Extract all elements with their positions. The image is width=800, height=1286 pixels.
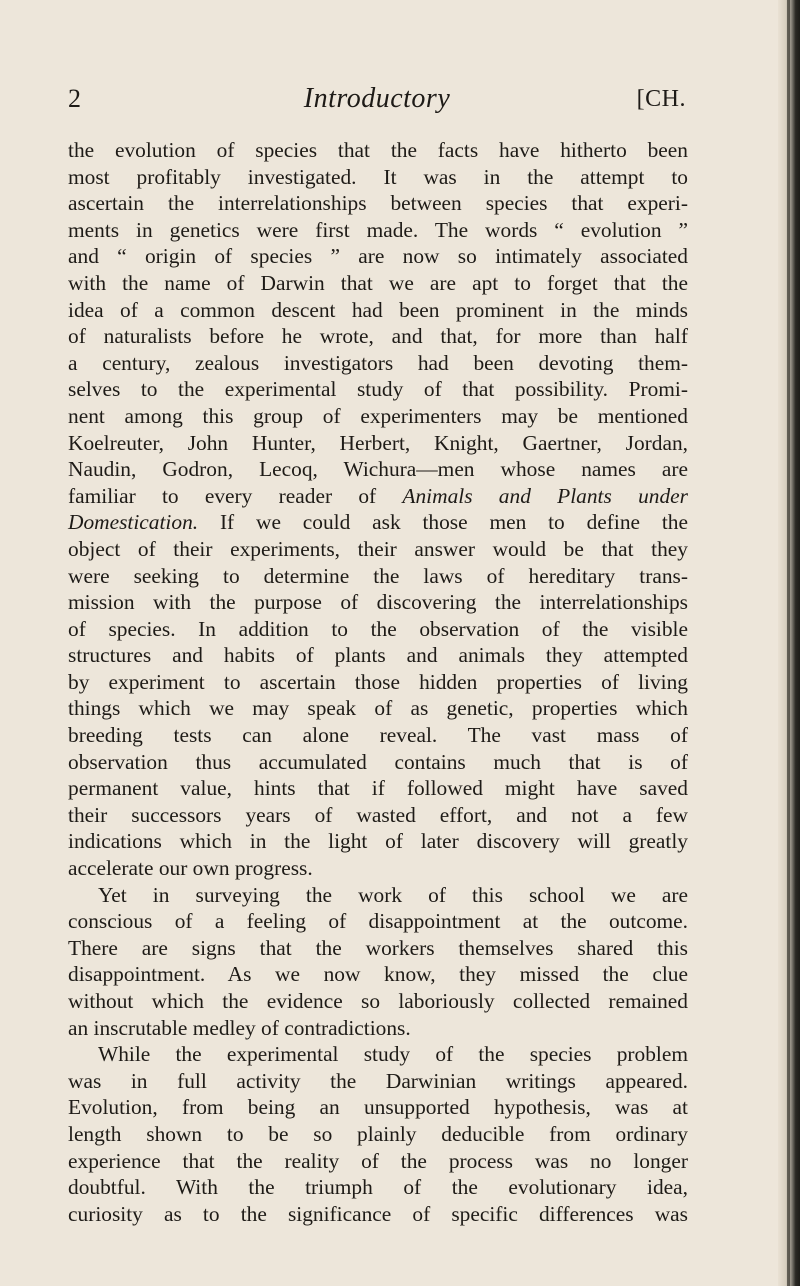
line-segment: Naudin, Godron, Lecoq, Wichura—men whose names are: [68, 457, 688, 482]
text-line: [68, 483, 688, 510]
book-title-italic: Animals and Plants under: [402, 483, 688, 508]
text-line: permanent value, hints that if followed might have saved: [68, 776, 688, 801]
text-line: [68, 509, 688, 536]
text-line: Koelreuter, John Hunter, Herbert, Knight, Gaertner, Jordan,: [68, 430, 688, 455]
text-line: experience that the reality of the process was no longer: [68, 1148, 688, 1173]
text-line: was in full activity the Darwinian writings appeared.: [68, 1068, 688, 1093]
text-line: structures and habits of plants and animals they attempted: [68, 643, 688, 668]
book-title-italic: Domestication.: [68, 510, 199, 535]
line-segment: If we could ask those men to define the: [198, 510, 688, 535]
text-line: without which the evidence so laboriously collected remained: [68, 989, 688, 1013]
text-line: an inscrutable medley of contradictions.: [68, 1015, 411, 1040]
text-line: doubtful. With the triumph of the evolutionary idea,: [68, 1175, 688, 1200]
text-line: mission with the purpose of discovering the interrelationships: [68, 590, 688, 615]
text-line: most profitably investigated. It was in the attempt to: [68, 164, 688, 189]
text-line: [68, 456, 688, 483]
text-line: Evolution, from being an unsupported hypothesis, was at: [68, 1095, 688, 1120]
text-line: the evolution of species that the facts have hitherto been: [68, 138, 688, 162]
text-line: disappointment. As we now know, they missed the clue: [68, 962, 688, 987]
text-line: a century, zealous investigators had been devoting them-: [68, 350, 688, 375]
body-text: [68, 137, 688, 1227]
text-line: nent among this group of experimenters may be mentioned: [68, 403, 688, 428]
running-title: Introductory: [303, 83, 451, 114]
chapter-mark: [CH.: [636, 86, 686, 112]
text-line: Yet in surveying the work of this school we are: [98, 882, 688, 907]
text-line: idea of a common descent had been prominent in the minds: [68, 297, 688, 322]
text-line: indications which in the light of later discovery will greatly: [68, 829, 688, 854]
line-segment: familiar to every reader of: [68, 483, 403, 508]
page-header: [68, 84, 686, 124]
text-line: object of their experiments, their answer would be that they: [68, 536, 688, 561]
text-line: of naturalists before he wrote, and that, for more than half: [68, 324, 688, 349]
text-line: There are signs that the workers themselves shared this: [68, 935, 688, 960]
text-line: were seeking to determine the laws of hereditary trans-: [68, 563, 688, 588]
text-line: While the experimental study of the species problem: [98, 1042, 688, 1067]
text-line: with the name of Darwin that we are apt to forget that the: [68, 270, 688, 295]
text-line: things which we may speak of as genetic, properties which: [68, 696, 688, 721]
text-line: ments in genetics were first made. The words “ evolution ”: [68, 217, 688, 242]
page-number: 2: [68, 84, 81, 113]
text-line: breeding tests can alone reveal. The vast mass of: [68, 723, 688, 748]
text-line: and “ origin of species ” are now so intimately associated: [68, 244, 688, 269]
text-line: length shown to be so plainly deducible from ordinary: [68, 1121, 688, 1146]
text-line: their successors years of wasted effort, and not a few: [68, 802, 688, 827]
text-line: of species. In addition to the observation of the visible: [68, 616, 688, 641]
text-line: ascertain the interrelationships between species that experi-: [68, 191, 688, 216]
text-line: curiosity as to the significance of specific differences was: [68, 1201, 688, 1226]
text-line: conscious of a feeling of disappointment at the outcome.: [68, 909, 688, 934]
text-line: observation thus accumulated contains much that is of: [68, 749, 688, 774]
text-line: by experiment to ascertain those hidden properties of living: [68, 669, 688, 694]
page-binding-shadow: [787, 0, 790, 1286]
text-line: accelerate our own progress.: [68, 856, 313, 881]
text-line: selves to the experimental study of that possibility. Promi-: [68, 377, 688, 402]
